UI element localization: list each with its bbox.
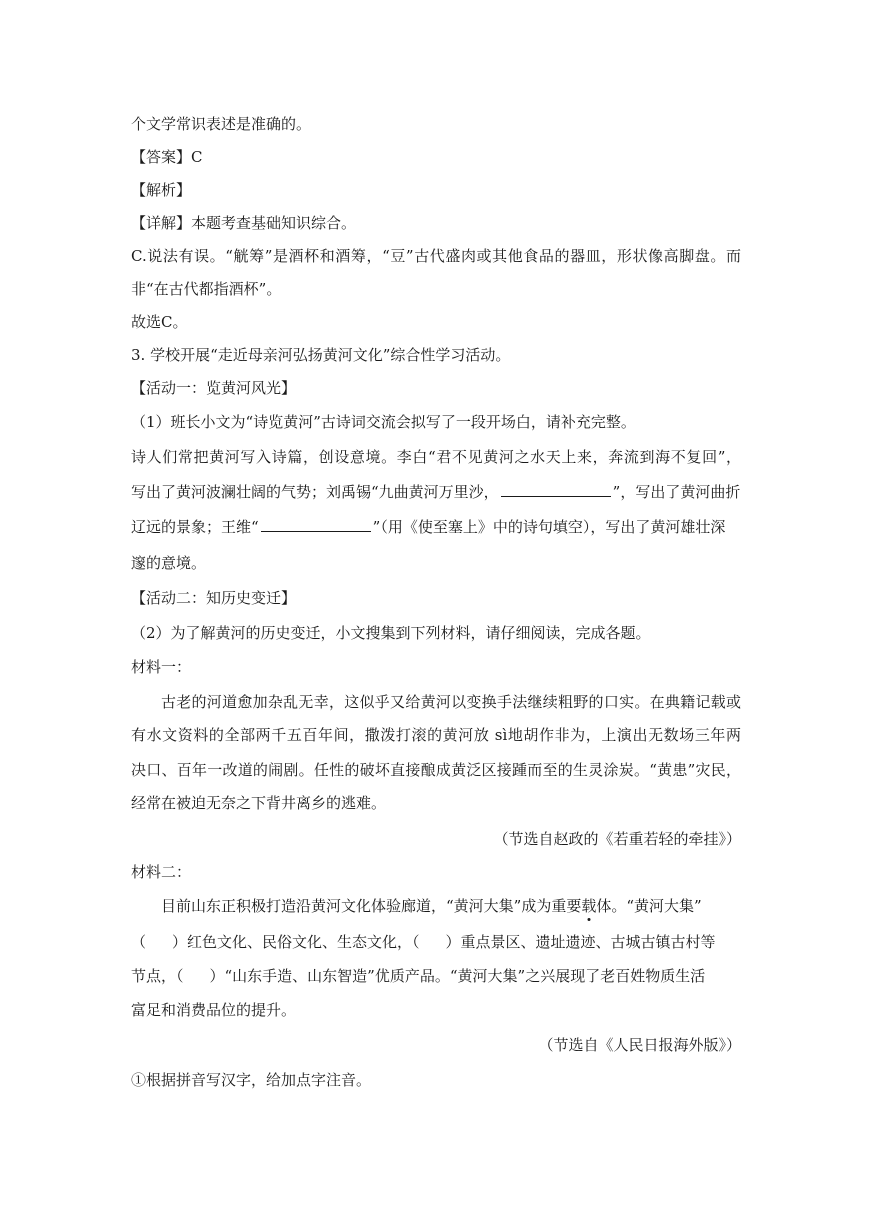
analysis-heading: 【解析】 <box>131 181 192 199</box>
question-title: 3. 学校开展“走近母亲河弘扬黄河文化”综合性学习活动。 <box>131 346 511 364</box>
material-label: 材料二： <box>131 863 192 881</box>
source-note: （节选自赵政的《若重若轻的牵挂》） <box>493 830 741 848</box>
material-text: 经常在被迫无奈之下背井离乡的逃难。 <box>131 794 387 812</box>
text-segment: （ <box>131 933 147 951</box>
answer-line: 【答案】C <box>131 148 203 166</box>
detail-line: 【详解】本题考查基础知识综合。 <box>131 214 357 232</box>
text-line: 邃的意境。 <box>131 554 207 572</box>
material-text <box>131 932 741 952</box>
material-label: 材料一： <box>131 658 192 676</box>
text-segment: 辽远的景象；王维“ <box>131 518 259 536</box>
text-segment: 体。“黄河大集” <box>596 897 702 915</box>
text-segment: ）重点景区、遗址遗迹、古城古镇古村等 <box>445 933 716 951</box>
dotted-char: 载 <box>581 897 597 915</box>
subquestion-line: （1）班长小文为“诗览黄河”古诗词交流会拟写了一段开场白，请补充完整。 <box>131 413 636 431</box>
text-line: 故选C。 <box>131 313 188 331</box>
fill-blank[interactable] <box>501 482 611 497</box>
text-line <box>131 482 741 502</box>
text-segment: 节点，（ <box>131 967 184 985</box>
material-text <box>131 966 741 986</box>
material-text: 富足和消费品位的提升。 <box>131 1001 297 1019</box>
text-segment: 写出了黄河波澜壮阔的气势；刘禹锡“九曲黄河万里沙， <box>131 483 499 501</box>
fill-blank[interactable] <box>261 517 371 532</box>
text-segment: ）红色文化、民俗文化、生态文化，（ <box>172 933 420 951</box>
subquestion-line: （2）为了解黄河的历史变迁，小文搜集到下列材料，请仔细阅读，完成各题。 <box>131 624 651 642</box>
material-text: 有水文资料的全部两千五百年间，撒泼打滚的黄河放 sì地胡作非为，上演出无数场三年两 <box>131 726 741 744</box>
text-line: 非“在古代都指酒杯”。 <box>131 280 282 298</box>
text-line: C.说法有误。“觥筹”是酒杯和酒筹，“豆”古代盛肉或其他食品的器皿，形状像高脚盘。而 <box>131 247 741 265</box>
instruction-line: ①根据拼音写汉字，给加点字注音。 <box>131 1071 372 1089</box>
text-line <box>131 517 741 537</box>
text-segment: ）“山东手造、山东智造”优质产品。“黄河大集”之兴展现了老百姓物质生活 <box>209 967 706 985</box>
source-note: （节选自《人民日报海外版》） <box>538 1036 741 1054</box>
text-segment: 目前山东正积极打造沿黄河文化体验廊道，“黄河大集”成为重要 <box>161 897 582 915</box>
material-text <box>161 896 741 916</box>
material-text: 古老的河道愈加杂乱无幸，这似乎又给黄河以变换手法继续粗野的口实。在典籍记载或 <box>161 693 741 711</box>
material-text: 决口、百年一改道的闹剧。任性的破坏直接酿成黄泛区接踵而至的生灵涂炭。“黄患”灾民， <box>131 761 741 779</box>
activity-heading: 【活动一：览黄河风光】 <box>131 379 297 397</box>
activity-heading: 【活动二：知历史变迁】 <box>131 589 297 607</box>
text-segment: ”，写出了黄河曲折 <box>612 483 741 501</box>
text-line: 个文学常识表述是准确的。 <box>131 115 312 133</box>
text-line: 诗人们常把黄河写入诗篇，创设意境。李白“君不见黄河之水天上来，奔流到海不复回”， <box>131 448 741 466</box>
text-segment: ”（用《使至塞上》中的诗句填空），写出了黄河雄壮深 <box>372 518 726 536</box>
